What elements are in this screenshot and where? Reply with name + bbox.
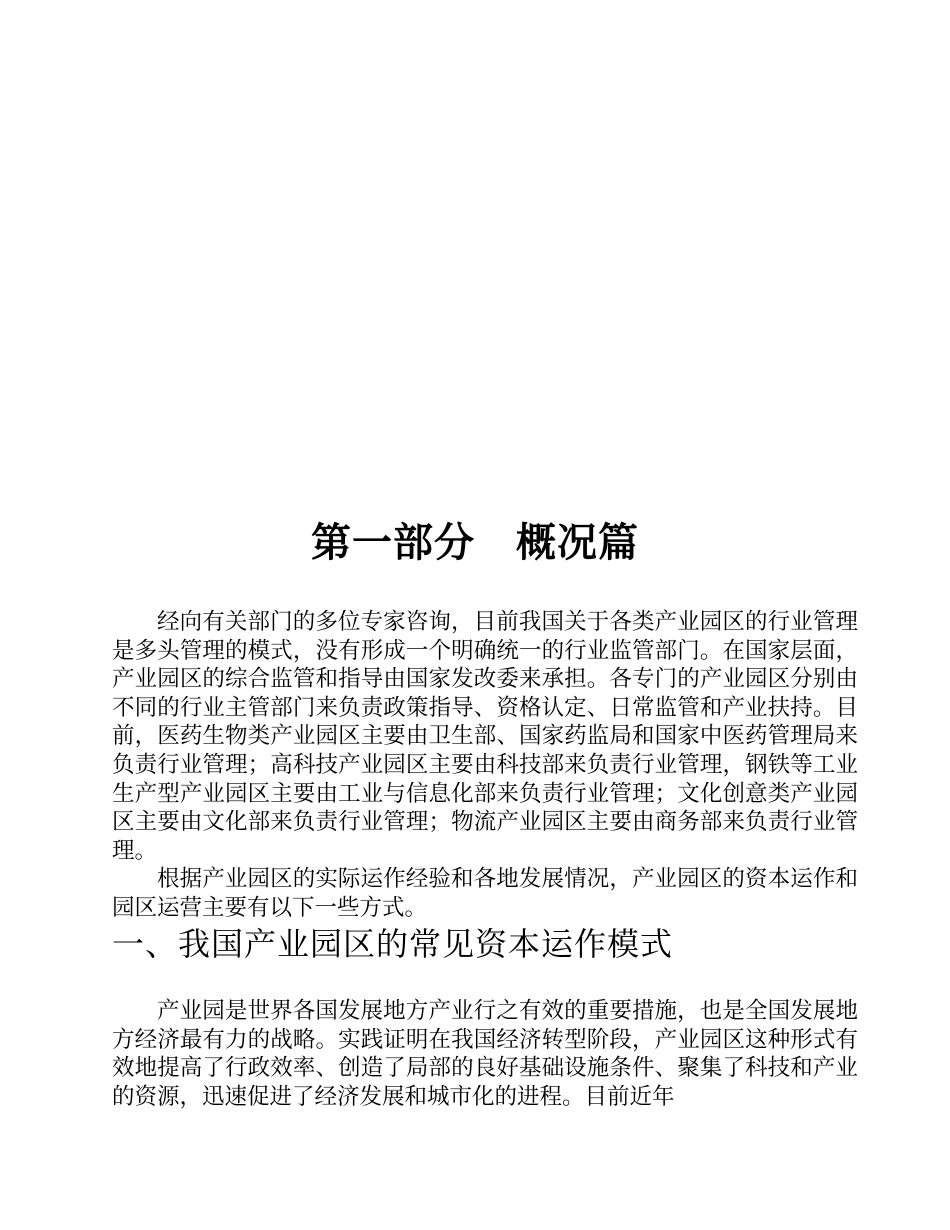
intro-paragraph-1: 经向有关部门的多位专家咨询，目前我国关于各类产业园区的行业管理是多头管理的模式，没有形成一个明确统一的行业监管部门。在国家层面，产业园区的综合监管和指导由国家发改委来承担。各专门的产业园区分别由不同的行业主管部门来负责政策指导、资格认定、日常监管和产业扶持。目前，医药生物类产业园区主要由卫生部、国家药监局和国家中医药管理局来负责行业管理；高科技产业园区主要由科技部来负责行业管理，钢铁等工业生产型产业园区主要由工业与信息化部来负责行业管理；文化创意类产业园区主要由文化部来负责行业管理；物流产业园区主要由商务部来负责行业管理。: [112, 609, 858, 864]
section-paragraph: 产业园是世界各国发展地方产业行之有效的重要措施，也是全国发展地方经济最有力的战略。实践证明在我国经济转型阶段，产业园区这种形式有效地提高了行政效率、创造了局部的良好基础设施条件、聚集了科技和产业的资源，迅速促进了经济发展和城市化的进程。目前近年: [112, 998, 858, 1110]
intro-text-block: [112, 608, 858, 923]
part-title: 第一部分 概况篇: [311, 518, 639, 566]
section-text-block: [112, 997, 858, 1111]
intro-paragraph-2: 根据产业园区的实际运作经验和各地发展情况，产业园区的资本运作和园区运营主要有以下一些方式。: [112, 866, 858, 921]
section-heading: 一、我国产业园区的常见资本运作模式: [112, 925, 674, 963]
